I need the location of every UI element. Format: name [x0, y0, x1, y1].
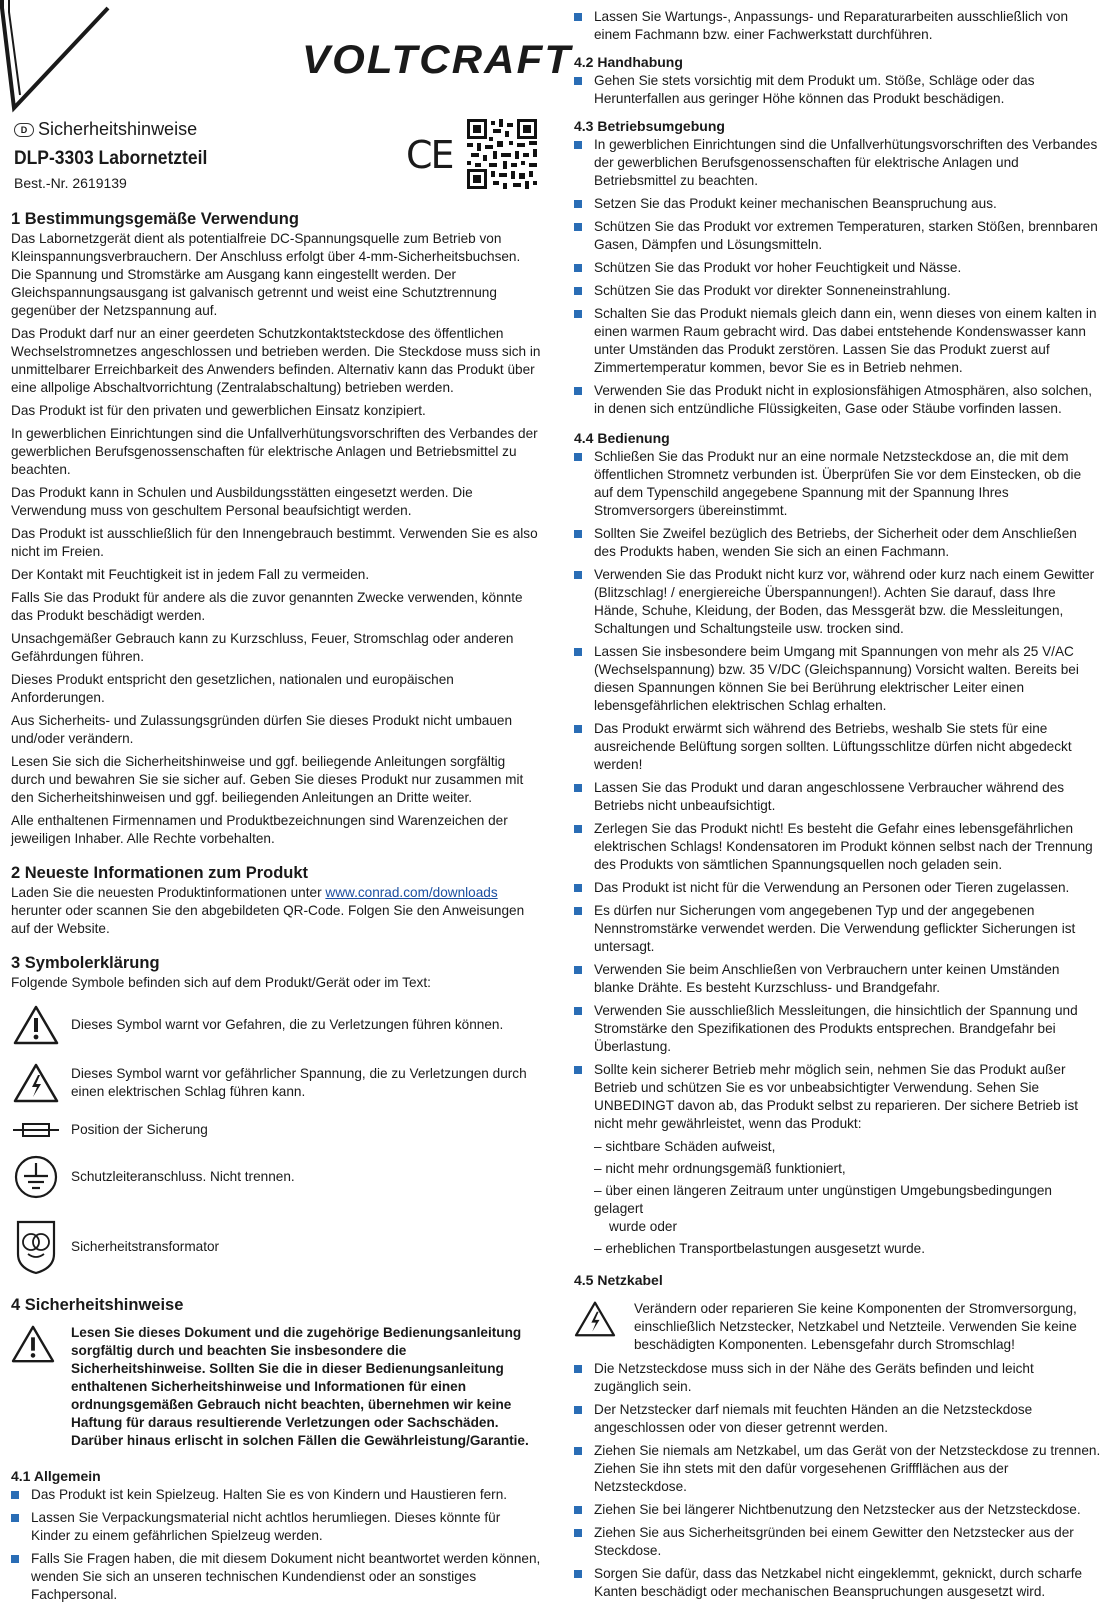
section-4-1-title: 4.1 Allgemein [11, 1468, 101, 1484]
list-item: Sollte kein sicherer Betrieb mehr möglich sein, nehmen Sie das Produkt außer Betrieb und schützen Sie es vor unbeabsichtigter Verwendung. Sehen Sie UNBEDINGT davon ab, das Produkt selbst zu reparieren. Der sichere Betrieb ist nicht mehr gewährleistet, wenn das Produkt: [574, 1061, 1102, 1133]
symbol-description: Dieses Symbol warnt vor Gefahren, die zu Verletzungen führen können. [71, 1017, 504, 1032]
paragraph: Das Produkt kann in Schulen und Ausbildungsstätten eingesetzt werden. Die Verwendung muss von geschultem Personal beaufsichtigt werden. [11, 485, 473, 518]
power-warning-text: Verändern oder reparieren Sie keine Komponenten der Stromversorgung, einschließlich Netzstecker, Netzkabel und Netzteile. Verwenden Sie keine beschädigten Komponenten. Lebensgefahr durch Stromschlag! [634, 1301, 1077, 1352]
list-item: Verwenden Sie das Produkt nicht kurz vor, während oder kurz nach einem Gewitter (Blitzschlag! / energiereiche Überspannungen!). Achten Sie darauf, dass Ihre Hände, Schuhe, Kleidung, der Boden, das Messgerät bzw. die Messleitungen, Schaltungen und Schaltungsteile usw. trocken sind. [574, 566, 1102, 638]
section-4-4 [574, 428, 1102, 1258]
lightning-triangle-icon [13, 1062, 59, 1104]
product-name: DLP-3303 Labornetzteil [14, 148, 208, 169]
sub-item-continuation: wurde oder [609, 1219, 678, 1234]
list-item: Sorgen Sie dafür, dass das Netzkabel nicht eingeklemmt, geknickt, durch scharfe Kanten beschädigt oder mechanischen Beanspruchungen ausgesetzt wird. [574, 1565, 1102, 1601]
list-item: Schließen Sie das Produkt nur an eine normale Netzsteckdose an, die mit dem öffentlichen Stromnetz verbunden ist. Überprüfen Sie vor dem Einstecken, ob die auf dem Typenschild angegebene Spannung mit der Spannung Ihres Stromversorgers übereinstimmt. [574, 448, 1102, 520]
safety-transformer-icon [14, 1218, 58, 1276]
list-item: Sollten Sie Zweifel bezüglich des Betriebs, der Sicherheit oder dem Anschließen des Produkts haben, wenden Sie sich an einen Fachmann. [574, 525, 1102, 561]
symbol-row [11, 1060, 541, 1106]
section-1 [11, 208, 541, 848]
list-item: Das Produkt ist nicht für die Verwendung an Personen oder Tieren zugelassen. [574, 879, 1102, 897]
bullet-list [574, 72, 1102, 108]
download-text-before: Laden Sie die neuesten Produktinformationen unter [11, 885, 326, 900]
paragraph: Lesen Sie sich die Sicherheitshinweise und ggf. beiliegende Anleitungen sorgfältig durch und bewahren Sie sie sicher auf. Geben Sie dieses Produkt nur zusammen mit den Sicherheitshinweisen und ggf. beiliegenden Anleitungen an Dritte weiter. [11, 754, 524, 805]
paragraph: Das Produkt darf nur an einer geerdeten Schutzkontaktsteckdose des öffentlichen Wechselstromnetzes angeschlossen und betrieben werden. Die Steckdose muss sich in unmittelbarer Erreichbarkeit des Anwenders befinden. Alternativ kann das Produkt über eine allpolige Abschaltvorrichtung (Zentralabschaltung) betrieben werden. [11, 326, 541, 395]
list-item: In gewerblichen Einrichtungen sind die Unfallverhütungsvorschriften des Verbandes der gewerblichen Berufsgenossenschaften für elektrische Anlagen und Betriebsmittel zu beachten. [574, 136, 1102, 190]
safety-warning-block [11, 1324, 541, 1450]
list-item: Schützen Sie das Produkt vor hoher Feuchtigkeit und Nässe. [574, 259, 1102, 277]
list-item: Das Produkt ist kein Spielzeug. Halten Sie es von Kindern und Haustieren fern. [11, 1486, 541, 1504]
section-4-1 [11, 1466, 541, 1604]
section-4-title: 4 Sicherheitshinweise [11, 1296, 184, 1314]
list-item: Setzen Sie das Produkt keiner mechanischen Beanspruchung aus. [574, 195, 1102, 213]
power-warning-block [574, 1300, 1102, 1354]
paragraph: In gewerblichen Einrichtungen sind die Unfallverhütungsvorschriften des Verbandes der gewerblichen Berufsgenossenschaften für elektrische Anlagen und Betriebsmittel zu beachten. [11, 426, 538, 477]
paragraph: Das Produkt ist ausschließlich für den Innengebrauch bestimmt. Verwenden Sie es also nicht im Freien. [11, 526, 538, 559]
list-item: Das Produkt erwärmt sich während des Betriebs, weshalb Sie stets für eine ausreichende Belüftung sorgen sollten. Lüftungsschlitze dürfen nicht abgedeckt werden! [574, 720, 1102, 774]
symbols-intro: Folgende Symbole befinden sich auf dem Produkt/Gerät oder im Text: [11, 975, 431, 990]
list-item: Schützen Sie das Produkt vor extremen Temperaturen, starken Stößen, brennbaren Gasen, Dämpfen und Lösungsmitteln. [574, 218, 1102, 254]
left-column [11, 208, 541, 1609]
bullet-list [574, 448, 1102, 1133]
symbol-row [11, 1218, 541, 1276]
bullet-list [574, 1360, 1102, 1601]
list-item: Lassen Sie das Produkt und daran angeschlossene Verbraucher während des Betriebs nicht unbeaufsichtigt. [574, 779, 1102, 815]
brand-logo: VOLTCRAFT [302, 38, 573, 82]
list-item: Es dürfen nur Sicherungen vom angegebenen Typ und der angegebenen Nennstromstärke verwendet werden. Die Verwendung geflickter Sicherungen ist untersagt. [574, 902, 1102, 956]
symbol-row [11, 1118, 541, 1142]
downloads-link[interactable]: www.conrad.com/downloads [325, 885, 498, 900]
download-paragraph [11, 884, 541, 938]
list-item: Lassen Sie Verpackungsmaterial nicht achtlos herumliegen. Dieses könnte für Kinder zu einem gefährlichen Spielzeug werden. [11, 1509, 541, 1545]
section-4 [11, 1294, 541, 1450]
list-item: Verwenden Sie das Produkt nicht in explosionsfähigen Atmosphären, also solchen, in denen sich entzündliche Flüssigkeiten, Gase oder Stäube vorfinden lassen. [574, 382, 1102, 418]
section-3-title: 3 Symbolerklärung [11, 954, 160, 972]
paragraph: Das Labornetzgerät dient als potentialfreie DC-Spannungsquelle zum Betrieb von Kleinspannungsverbrauchern. Der Anschluss erfolgt über 4-mm-Sicherheitsbuchsen. Die Spannung und Stromstärke am Ausgang kann eingestellt werden. Der Gleichspannungsausgang ist galvanisch getrennt und weist eine Schutztrennung gegenüber der Netzspannung auf. [11, 231, 521, 318]
list-item: Gehen Sie stets vorsichtig mit dem Produkt um. Stöße, Schläge oder das Herunterfallen aus geringer Höhe können das Produkt beschädigen. [574, 72, 1102, 108]
paragraph: Unsachgemäßer Gebrauch kann zu Kurzschluss, Feuer, Stromschlag oder anderen Gefährdungen führen. [11, 631, 514, 664]
sub-item: – erheblichen Transportbelastungen ausgesetzt wurde. [594, 1241, 925, 1256]
sub-item: – sichtbare Schäden aufweist, [594, 1139, 776, 1154]
safety-title-text: Sicherheitshinweise [38, 119, 198, 139]
list-item: Verwenden Sie ausschließlich Messleitungen, die hinsichtlich der Spannung und Stromstärke den Spezifikationen des Produkts entsprechen. Brandgefahr bei Überlastung. [574, 1002, 1102, 1056]
fuse-icon [13, 1120, 59, 1140]
list-item: Ziehen Sie bei längerer Nichtbenutzung den Netzstecker aus der Netzsteckdose. [574, 1501, 1102, 1519]
bullet-list [574, 136, 1102, 418]
list-item: Die Netzsteckdose muss sich in der Nähe des Geräts befinden und leicht zugänglich sein. [574, 1360, 1102, 1396]
symbol-description: Schutzleiteranschluss. Nicht trennen. [71, 1169, 295, 1184]
list-item: Falls Sie Fragen haben, die mit diesem Dokument nicht beantwortet werden können, wenden Sie sich an unseren technischen Kundendienst oder an sonstiges Fachpersonal. [11, 1550, 541, 1604]
qr-code-icon [467, 119, 537, 189]
sub-item: – über einen längeren Zeitraum unter ungünstigen Umgebungsbedingungen gelagert [594, 1183, 1052, 1216]
corner-mark-icon [0, 0, 110, 115]
section-4-2 [574, 52, 1102, 108]
section-3 [11, 952, 541, 1276]
list-item: Schützen Sie das Produkt vor direkter Sonneneinstrahlung. [574, 282, 1102, 300]
section-4-2-title: 4.2 Handhabung [574, 54, 683, 70]
section-4-5-title: 4.5 Netzkabel [574, 1272, 663, 1288]
paragraph: Alle enthaltenen Firmennamen und Produktbezeichnungen sind Warenzeichen der jeweiligen Inhaber. Alle Rechte vorbehalten. [11, 813, 508, 846]
language-badge: D [14, 123, 34, 137]
warning-triangle-icon [13, 1004, 59, 1046]
list-item: Lassen Sie insbesondere beim Umgang mit Spannungen von mehr als 25 V/AC (Wechselspannung) bzw. 35 V/DC (Gleichspannung) Vorsicht walten. Bereits bei diesen Spannungen können Sie bei Berührung elektrischer Leiter einen lebensgefährlichen elektrischen Schlag erhalten. [574, 643, 1102, 715]
section-4-3-title: 4.3 Betriebsumgebung [574, 118, 725, 134]
section-2 [11, 862, 541, 938]
paragraph: Falls Sie das Produkt für andere als die zuvor genannten Zwecke verwenden, könnte das Produkt beschädigt werden. [11, 590, 523, 623]
warning-triangle-icon [11, 1324, 55, 1364]
bullet-list [574, 8, 1102, 44]
safety-title [14, 119, 197, 140]
lightning-triangle-icon [574, 1300, 616, 1338]
list-item: Ziehen Sie niemals am Netzkabel, um das Gerät von der Netzsteckdose zu trennen. Ziehen Sie ihn stets mit den dafür vorgesehenen Griffflächen aus der Netzsteckdose. [574, 1442, 1102, 1496]
section-4-4-title: 4.4 Bedienung [574, 430, 670, 446]
paragraph: Der Kontakt mit Feuchtigkeit ist in jedem Fall zu vermeiden. [11, 567, 370, 582]
section-4-3 [574, 116, 1102, 418]
list-item: Lassen Sie Wartungs-, Anpassungs- und Reparaturarbeiten ausschließlich von einem Fachmann bzw. einer Fachwerkstatt durchführen. [574, 8, 1102, 44]
symbol-row [11, 1154, 541, 1200]
list-item: Ziehen Sie aus Sicherheitsgründen bei einem Gewitter den Netzstecker aus der Steckdose. [574, 1524, 1102, 1560]
sub-item: – nicht mehr ordnungsgemäß funktioniert, [594, 1161, 846, 1176]
list-item: Der Netzstecker darf niemals mit feuchten Händen an die Netzsteckdose angeschlossen oder von dieser getrennt werden. [574, 1401, 1102, 1437]
order-number: Best.-Nr. 2619139 [14, 175, 127, 191]
symbol-description: Dieses Symbol warnt vor gefährlicher Spannung, die zu Verletzungen durch einen elektrischen Schlag führen kann. [71, 1066, 527, 1099]
right-column [574, 8, 1102, 1606]
paragraph: Aus Sicherheits- und Zulassungsgründen dürfen Sie dieses Produkt nicht umbauen und/oder verändern. [11, 713, 513, 746]
list-item: Verwenden Sie beim Anschließen von Verbrauchern unter keinen Umständen blanke Drähte. Es besteht Kurzschluss- und Brandgefahr. [574, 961, 1102, 997]
symbol-description: Position der Sicherung [71, 1122, 208, 1137]
paragraph: Das Produkt ist für den privaten und gewerblichen Einsatz konzipiert. [11, 403, 426, 418]
download-text-after: herunter oder scannen Sie den abgebildeten QR-Code. Folgen Sie den Anweisungen auf der Website. [11, 903, 525, 936]
section-1-title: 1 Bestimmungsgemäße Verwendung [11, 210, 299, 228]
ce-mark: CE [406, 133, 453, 177]
bullet-list [11, 1486, 541, 1604]
symbol-row [11, 1002, 541, 1048]
list-item: Schalten Sie das Produkt niemals gleich dann ein, wenn dieses von einem kalten in einen warmen Raum gebracht wird. Das dabei entstehende Kondenswasser kann unter Umständen das Produkt zerstören. Lassen Sie das Produkt zuerst auf Zimmertemperatur kommen, bevor Sie es in Betrieb nehmen. [574, 305, 1102, 377]
paragraph: Dieses Produkt entspricht den gesetzlichen, nationalen und europäischen Anforderungen. [11, 672, 454, 705]
safety-warning-text: Lesen Sie dieses Dokument und die zugehörige Bedienungsanleitung sorgfältig durch und beachten Sie insbesondere die Sicherheitshinweise. Sollten Sie die in dieser Bedienungsanleitung enthaltenen Sicherheitshinweise und Informationen für einen ordnungsgemäßen Gebrauch nicht beachten, übernehmen wir keine Haftung für daraus resultierende Verletzungen oder Sachschäden. Darüber hinaus erlischt in solchen Fällen die Gewährleistung/Garantie. [71, 1325, 529, 1448]
protective-earth-icon [13, 1154, 59, 1200]
list-item: Zerlegen Sie das Produkt nicht! Es besteht die Gefahr eines lebensgefährlichen elektrischen Schlags! Kondensatoren im Produkt können selbst nach der Trennung des Produkts von sämtlichen Spannungsquellen noch geladen sein. [574, 820, 1102, 874]
section-4-5 [574, 1270, 1102, 1601]
section-2-title: 2 Neueste Informationen zum Produkt [11, 864, 309, 882]
symbol-description: Sicherheitstransformator [71, 1239, 220, 1254]
